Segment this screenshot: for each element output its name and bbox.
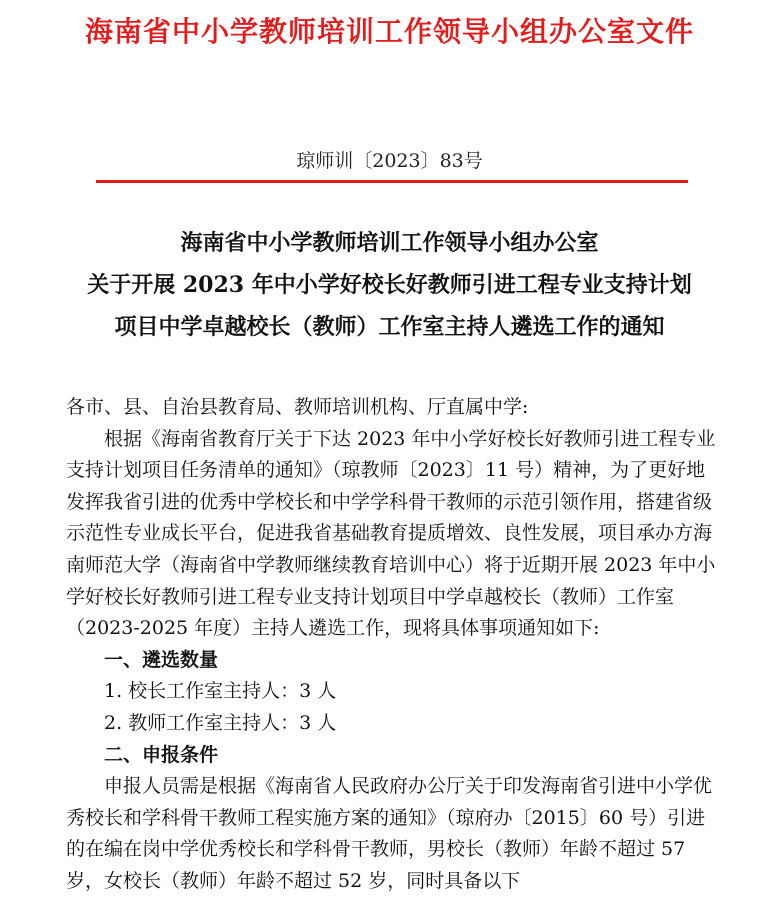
document-body — [66, 392, 719, 898]
notice-title-line: 海南省中小学教师培训工作领导小组办公室 — [180, 230, 599, 256]
salutation: 各市、县、自治县教育局、教师培训机构、厅直属中学: — [66, 396, 529, 418]
document-header-title: 海南省中小学教师培训工作领导小组办公室文件 — [84, 15, 694, 48]
document-number: 琼师训〔2023〕83号 — [296, 150, 483, 172]
red-divider-line — [96, 180, 688, 183]
notice-title-line: 关于开展 2023 年中小学好校长好教师引进工程专业支持计划 — [87, 272, 692, 298]
quota-item-principal: 1. 校长工作室主持人：3 人 — [104, 680, 337, 703]
intro-paragraph: 根据《海南省教育厅关于下达 2023 年中小学好校长好教师引进工程专业支持计划项目任务清单的通知》（琼教师〔2023〕11 号）精神，为了更好地发挥我省引进的优秀中学校长和中学学科骨干教师的示范引领作用，搭建省级示范性专业成长平台，促进我省基础教育提质增效、良性发展，项目承办方海南师范大学（海南省中学教师继续教育培训中心）将于近期开展 2023 年中小学好校长好教师引进工程专业支持计划项目中学卓越校长（教师）工作室（2023-2025 年度）主持人遴选工作，现将具体事项通知如下: — [66, 427, 716, 640]
section-heading-quota: 一、遴选数量 — [104, 648, 219, 671]
quota-item-teacher: 2. 教师工作室主持人：3 人 — [104, 711, 337, 734]
notice-title — [0, 222, 779, 348]
eligibility-paragraph: 申报人员需是根据《海南省人民政府办公厅关于印发海南省引进中小学优秀校长和学科骨干教师工程实施方案的通知》（琼府办〔2015〕60 号）引进的在编在岗中学优秀校长和学科骨干教师，男校长（教师）年龄不超过 57 岁，女校长（教师）年龄不超过 52 岁，同时具备以下 — [66, 775, 713, 892]
section-heading-eligibility: 二、申报条件 — [104, 743, 219, 766]
notice-title-line: 项目中学卓越校长（教师）工作室主持人遴选工作的通知 — [114, 314, 665, 340]
